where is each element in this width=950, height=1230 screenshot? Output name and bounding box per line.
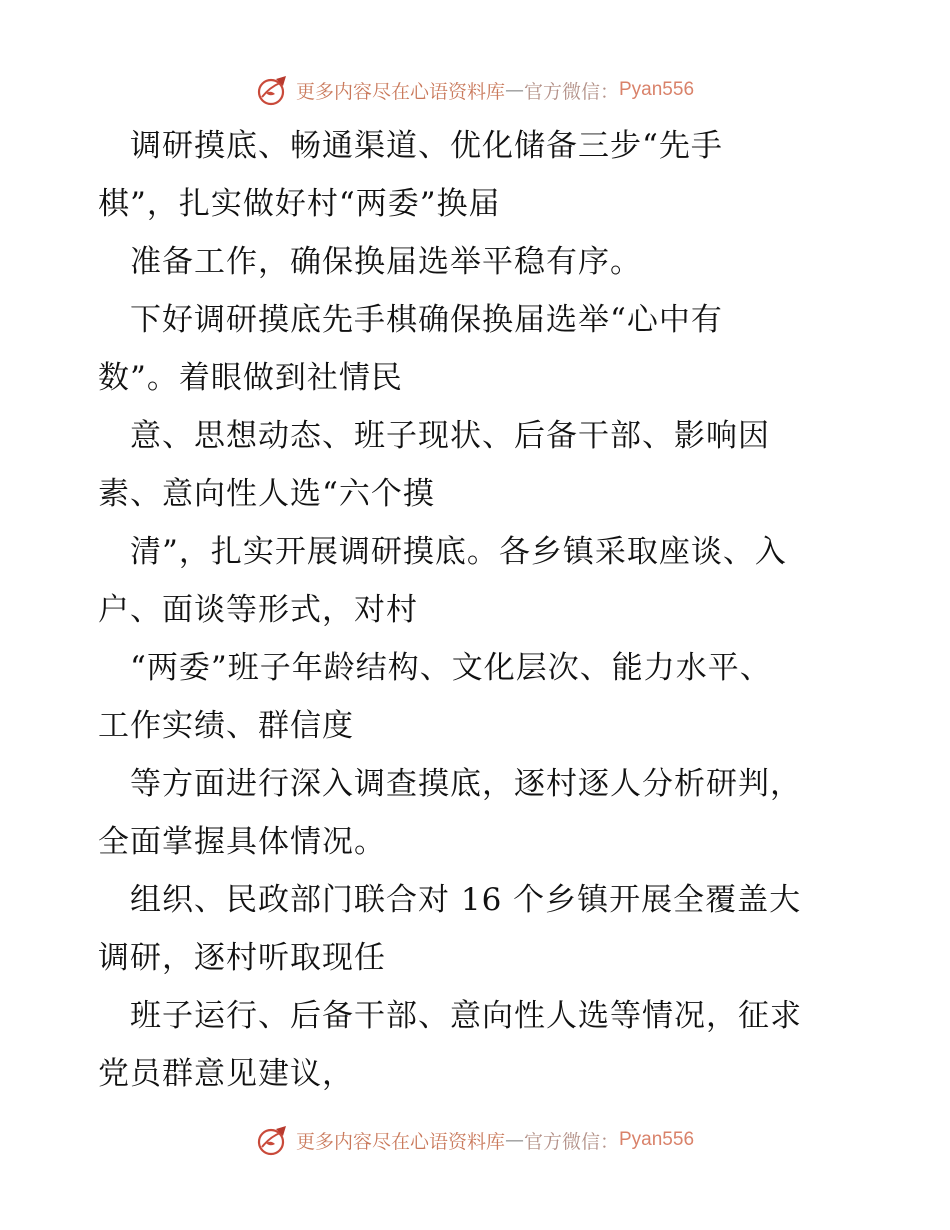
- text-line: 清”，扎实开展调研摸底。各乡镇采取座谈、入: [98, 534, 787, 570]
- banner-dash: —: [504, 79, 524, 101]
- banner-wechat-label: 官方微信：: [523, 1130, 619, 1153]
- text-line: 调研，逐村听取现任: [98, 940, 386, 976]
- text-line: 素、意向性人选“六个摸: [98, 476, 435, 512]
- text-line: 等方面进行深入调查摸底，逐村逐人分析研判，: [98, 766, 802, 802]
- text-line: “两委”班子年龄结构、文化层次、能力水平、: [98, 650, 772, 686]
- text-line: 组织、民政部门联合对 16 个乡镇开展全覆盖大: [98, 882, 802, 918]
- text-line: 班子运行、后备干部、意向性人选等情况，征求: [98, 998, 802, 1034]
- banner-wechat-label: 官方微信：: [523, 80, 619, 103]
- pen-logo-icon: [256, 73, 290, 107]
- text-line: 党员群意见建议，: [98, 1056, 354, 1092]
- text-line: 调研摸底、畅通渠道、优化储备三步“先手: [98, 128, 723, 164]
- text-line: 工作实绩、群信度: [98, 708, 354, 744]
- text-line: 数”。着眼做到社情民: [98, 360, 403, 396]
- header-banner: [0, 70, 950, 110]
- banner-main-text: 更多内容尽在心语资料库: [295, 1130, 505, 1153]
- text-line: 下好调研摸底先手棋确保换届选举“心中有: [98, 302, 723, 338]
- banner-dash: —: [504, 1129, 524, 1151]
- text-line: 户、面谈等形式，对村: [98, 592, 418, 628]
- banner-wechat-id: Pyan556: [619, 1129, 695, 1150]
- pen-logo-icon: [256, 1123, 290, 1157]
- text-line: 棋”，扎实做好村“两委”换届: [98, 186, 501, 222]
- text-line: 准备工作，确保换届选举平稳有序。: [98, 244, 642, 280]
- text-line: 全面掌握具体情况。: [98, 824, 386, 860]
- text-line: 意、思想动态、班子现状、后备干部、影响因: [98, 418, 770, 454]
- footer-banner: [0, 1120, 950, 1160]
- banner-main-text: 更多内容尽在心语资料库: [295, 80, 505, 103]
- banner-wechat-id: Pyan556: [619, 79, 695, 100]
